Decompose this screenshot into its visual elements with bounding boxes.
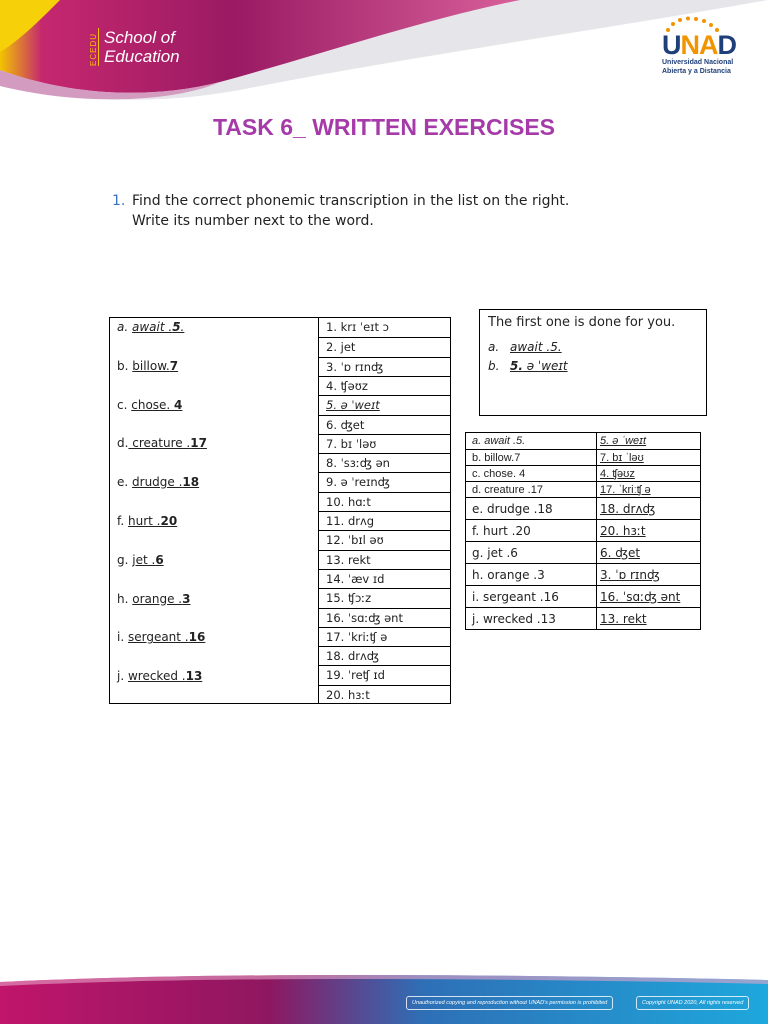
- transcription-item: 2. jet: [319, 337, 451, 356]
- faculty-code: ECEDU: [86, 28, 99, 66]
- example-box: [479, 309, 707, 416]
- word-item: g. jet .6: [117, 552, 164, 567]
- answer-transcription-cell: 4. ʧəʊz: [600, 467, 635, 480]
- answer-transcription-cell: 20. hɜːt: [600, 523, 646, 538]
- answer-transcription-cell: 7. bɪ ˈləʊ: [600, 451, 644, 464]
- word-item: f. hurt .20: [117, 514, 178, 528]
- example-heading: The first one is done for you.: [488, 315, 676, 330]
- answer-word-cell: f. hurt .20: [466, 520, 597, 541]
- answer-row: [466, 563, 700, 585]
- answer-word-cell: e. drudge .18: [466, 498, 597, 519]
- footer-copyright: Copyright UNAD 2020, All rights reserved: [636, 996, 749, 1010]
- word-item: c. chose. 4: [117, 397, 183, 412]
- word-item: a. await .5.: [117, 320, 185, 334]
- transcription-item: 3. ˈɒ rɪnʤ: [319, 357, 451, 376]
- page-footer: [0, 972, 768, 1024]
- answer-transcription-cell: 5. ə ˈweɪt: [600, 435, 647, 447]
- page-title: TASK 6_ WRITTEN EXERCISES: [212, 114, 556, 140]
- transcription-item: 15. ʧɔːz: [319, 588, 451, 607]
- page-header: [0, 0, 768, 110]
- answer-word-cell: h. orange .3: [466, 564, 597, 585]
- footer-notice: Unauthorized copying and reproduction without UNAD's permission is prohibited: [406, 996, 613, 1010]
- logo-wordmark: UNAD: [662, 30, 736, 60]
- transcription-item: 8. ˈsɜːʤ ən: [319, 453, 451, 472]
- answer-word-cell: c. chose. 4: [466, 466, 597, 481]
- answer-word-cell: j. wrecked .13: [466, 608, 597, 629]
- unad-logo: [660, 16, 744, 80]
- transcription-item: 20. hɜːt: [319, 685, 451, 704]
- answer-transcription-cell: 3. ˈɒ rɪnʤ: [600, 567, 660, 582]
- transcription-item: 16. ˈsɑːʤ ənt: [319, 608, 451, 627]
- answer-row: [466, 481, 700, 497]
- answer-row: [466, 497, 700, 519]
- answer-row: [466, 449, 700, 465]
- transcription-item: 9. ə ˈreɪnʤ: [319, 472, 451, 491]
- example-row-b: b. 5. ə ˈweɪt: [488, 359, 568, 373]
- word-item: i. sergeant .16: [117, 630, 206, 645]
- example-row-a: a. await .5.: [488, 340, 562, 354]
- transcription-item: 1. krɪ ˈeɪt ɔ: [326, 320, 389, 334]
- transcription-item: 11. drʌg: [319, 511, 451, 530]
- transcription-item: 14. ˈæv ɪd: [319, 569, 451, 588]
- matching-table: [109, 317, 451, 704]
- answer-transcription-cell: 18. drʌʤ: [600, 501, 656, 516]
- answer-transcription-cell: 13. rekt: [600, 611, 647, 626]
- word-item: d. creature .17: [117, 436, 207, 451]
- transcription-item: 5. ə ˈweɪt: [319, 395, 451, 414]
- transcription-item: 13. rekt: [319, 550, 451, 569]
- transcription-item: 19. ˈreʧ ɪd: [319, 665, 451, 684]
- answer-word-cell: g. jet .6: [466, 542, 597, 563]
- answer-word-cell: i. sergeant .16: [466, 586, 597, 607]
- answer-word-cell: a. await .5.: [466, 433, 597, 449]
- answer-row: [466, 607, 700, 629]
- instruction-line-2: Write its number next to the word.: [132, 213, 374, 229]
- answer-transcription-cell: 6. ʤet: [600, 545, 641, 560]
- transcription-item: 18. drʌʤ: [319, 646, 451, 665]
- answer-word-cell: d. creature .17: [466, 482, 597, 497]
- answer-word-cell: b. billow.7: [466, 450, 597, 465]
- logo-subtitle-2: Abierta y a Distancia: [662, 68, 731, 75]
- answer-row: [466, 433, 700, 449]
- transcription-item: 10. hɑːt: [319, 492, 451, 511]
- answer-row: [466, 519, 700, 541]
- instruction-number: 1.: [112, 193, 126, 209]
- instruction-line-1: Find the correct phonemic transcription in the list on the right.: [132, 193, 570, 209]
- school-name: School of Education: [104, 28, 180, 66]
- answer-transcription-cell: 16. ˈsɑːʤ ənt: [600, 589, 681, 604]
- answer-row: [466, 465, 700, 481]
- word-item: e. drudge .18: [117, 475, 200, 490]
- logo-subtitle-1: Universidad Nacional: [662, 59, 734, 66]
- transcription-item: 7. bɪ ˈləʊ: [319, 434, 451, 453]
- word-item: j. wrecked .13: [117, 669, 203, 684]
- transcription-item: 12. ˈbɪl əʊ: [319, 530, 451, 549]
- school-brand: [86, 28, 180, 66]
- exercise-instruction: [112, 191, 569, 231]
- word-item: h. orange .3: [117, 591, 191, 606]
- transcription-item: 4. ʧəʊz: [319, 376, 451, 395]
- word-item: b. billow.7: [117, 358, 179, 373]
- answer-row: [466, 541, 700, 563]
- transcription-item: 17. ˈkriːʧ ə: [319, 627, 451, 646]
- answer-table: [465, 432, 701, 630]
- answer-transcription-cell: 17. ˈkriːʧ ə: [600, 483, 651, 496]
- transcription-item: 6. ʤet: [319, 415, 451, 434]
- answer-row: [466, 585, 700, 607]
